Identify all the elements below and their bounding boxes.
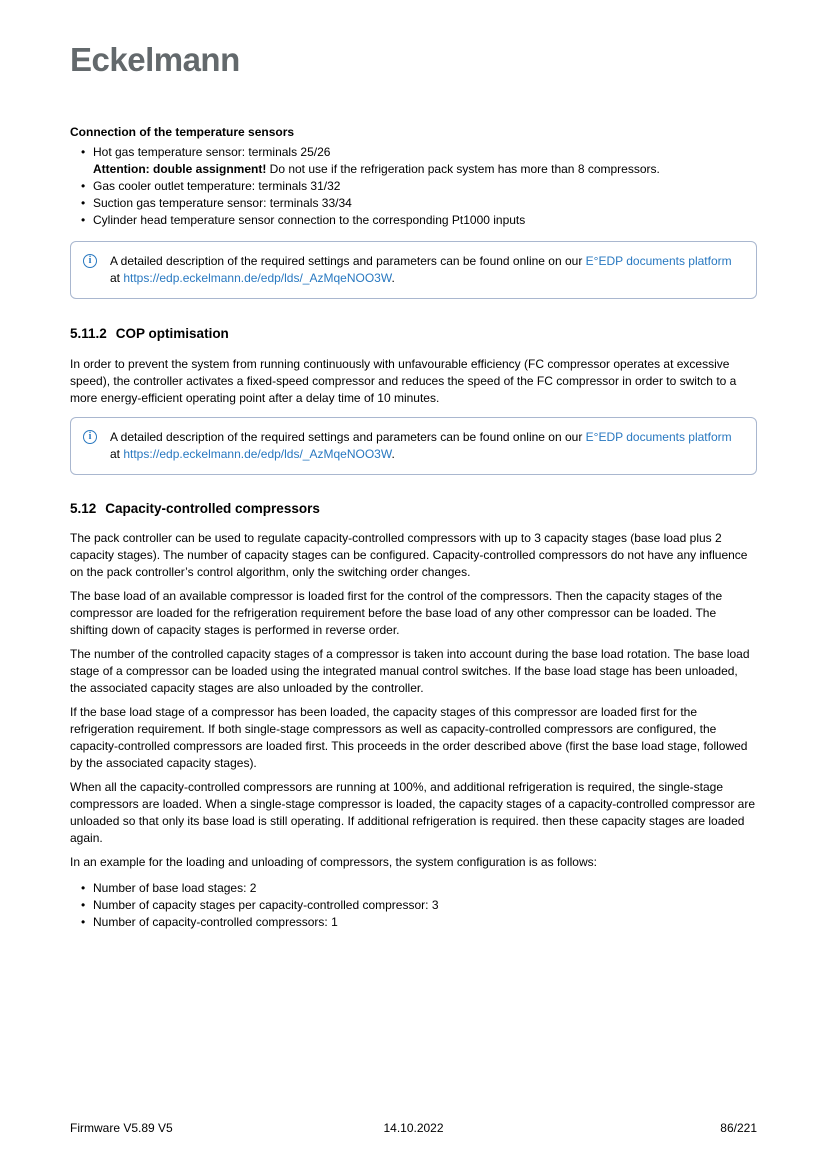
list-item [81, 212, 757, 229]
info-note-text [110, 429, 740, 463]
note-text-after: . [391, 271, 395, 285]
bullet-text: Suction gas temperature sensor: terminals 33/34 [93, 196, 352, 210]
sensors-bullet-list [81, 144, 757, 229]
footer-date: 14.10.2022 [383, 1121, 444, 1135]
section-heading-cop [70, 326, 757, 342]
paragraph: If the base load stage of a compressor has been loaded, the capacity stages of this compressor are loaded first for the refrigeration requirement. If both single-stage compressors as well as capacity-controlled compressors are configured, the capacity-controlled compressors are loaded first. This proceeds in the order described above (first the base load stage, followed by the associated capacity stages). [70, 705, 748, 770]
attention-line [93, 161, 757, 178]
list-item [81, 178, 757, 195]
info-icon: i [83, 254, 97, 268]
edp-platform-link[interactable]: E°EDP documents platform [585, 430, 732, 444]
section-title: Capacity-controlled compressors [105, 501, 320, 516]
info-note-text [110, 253, 740, 287]
info-icon: i [83, 430, 97, 444]
paragraph: In an example for the loading and unloading of compressors, the system configuration is as follows: [70, 855, 597, 869]
edp-platform-link[interactable]: E°EDP documents platform [585, 254, 732, 268]
section-number: 5.12 [70, 501, 97, 516]
info-note-box [70, 417, 757, 475]
note-text-before: A detailed description of the required settings and parameters can be found online on our [110, 254, 586, 268]
list-item [81, 914, 757, 931]
capacity-paragraphs [70, 530, 757, 871]
paragraph: When all the capacity-controlled compressors are running at 100%, and additional refrigeration is required, the single-stage compressors are loaded. When a single-stage compressor is loaded, the capacity stages of a capacity-controlled compressor are unloaded so that only its base load is still operating. If additional refrigeration is required. then these capacity stages are loaded again. [70, 780, 756, 845]
list-item [81, 144, 757, 178]
bullet-text: Number of capacity-controlled compressors: 1 [93, 915, 338, 929]
example-config-list [81, 880, 757, 931]
section-title: COP optimisation [115, 326, 229, 341]
list-item [81, 195, 757, 212]
edp-url-link[interactable]: https://edp.eckelmann.de/edp/lds/_AzMqeNOO3W [123, 271, 392, 285]
paragraph: The pack controller can be used to regulate capacity-controlled compressors with up to 3 capacity stages (base load plus 2 capacity stages). The number of capacity stages can be configured. Capacity-controlled compressors do not have any influence on the pack controller’s control algorithm, only the switching order changes. [70, 531, 748, 579]
section-number: 5.11.2 [70, 326, 107, 341]
bullet-text: Gas cooler outlet temperature: terminals 31/32 [93, 179, 341, 193]
page-footer [70, 1120, 757, 1137]
edp-url-link[interactable]: https://edp.eckelmann.de/edp/lds/_AzMqeNOO3W [123, 447, 392, 461]
bullet-text: Number of base load stages: 2 [93, 881, 257, 895]
cop-paragraph: In order to prevent the system from running continuously with unfavourable efficiency (FC compressor operates at excessive speed), the controller activates a fixed-speed compressor and reduces the speed of the FC compressor in order to switch to a more energy-efficient operating point after a delay time of 10 minutes. [70, 357, 737, 405]
info-note-box [70, 241, 757, 299]
note-text-after: . [391, 447, 395, 461]
footer-page-number: 86/221 [720, 1121, 757, 1135]
paragraph: The number of the controlled capacity stages of a compressor is taken into account during the base load rotation. The base load stage of a compressor can be loaded using the integrated manual control switches. If the base load stage has been unloaded, the associated capacity stages are also unloaded by the controller. [70, 647, 750, 695]
note-text-mid: at [110, 271, 124, 285]
eckelmann-logo: Eckelmann [70, 41, 240, 78]
list-item [81, 897, 757, 914]
paragraph: The base load of an available compressor is loaded first for the control of the compressors. Then the capacity stages of the compressor are loaded for the refrigeration requirement before the base load of any other compressor can be loaded. The shifting down of capacity stages is performed in reverse order. [70, 589, 723, 637]
attention-rest: Do not use if the refrigeration pack system has more than 8 compressors. [266, 162, 660, 176]
note-text-before: A detailed description of the required settings and parameters can be found online on our [110, 430, 586, 444]
attention-bold: Attention: double assignment! [93, 162, 267, 176]
section-heading-capacity [70, 501, 757, 517]
bullet-text: Number of capacity stages per capacity-controlled compressor: 3 [93, 898, 439, 912]
bullet-text: Hot gas temperature sensor: terminals 25/26 [93, 145, 331, 159]
note-text-mid: at [110, 447, 124, 461]
sensors-section-heading: Connection of the temperature sensors [70, 125, 295, 139]
footer-firmware-version: Firmware V5.89 V5 [70, 1121, 173, 1135]
bullet-text: Cylinder head temperature sensor connection to the corresponding Pt1000 inputs [93, 213, 526, 227]
list-item [81, 880, 757, 897]
